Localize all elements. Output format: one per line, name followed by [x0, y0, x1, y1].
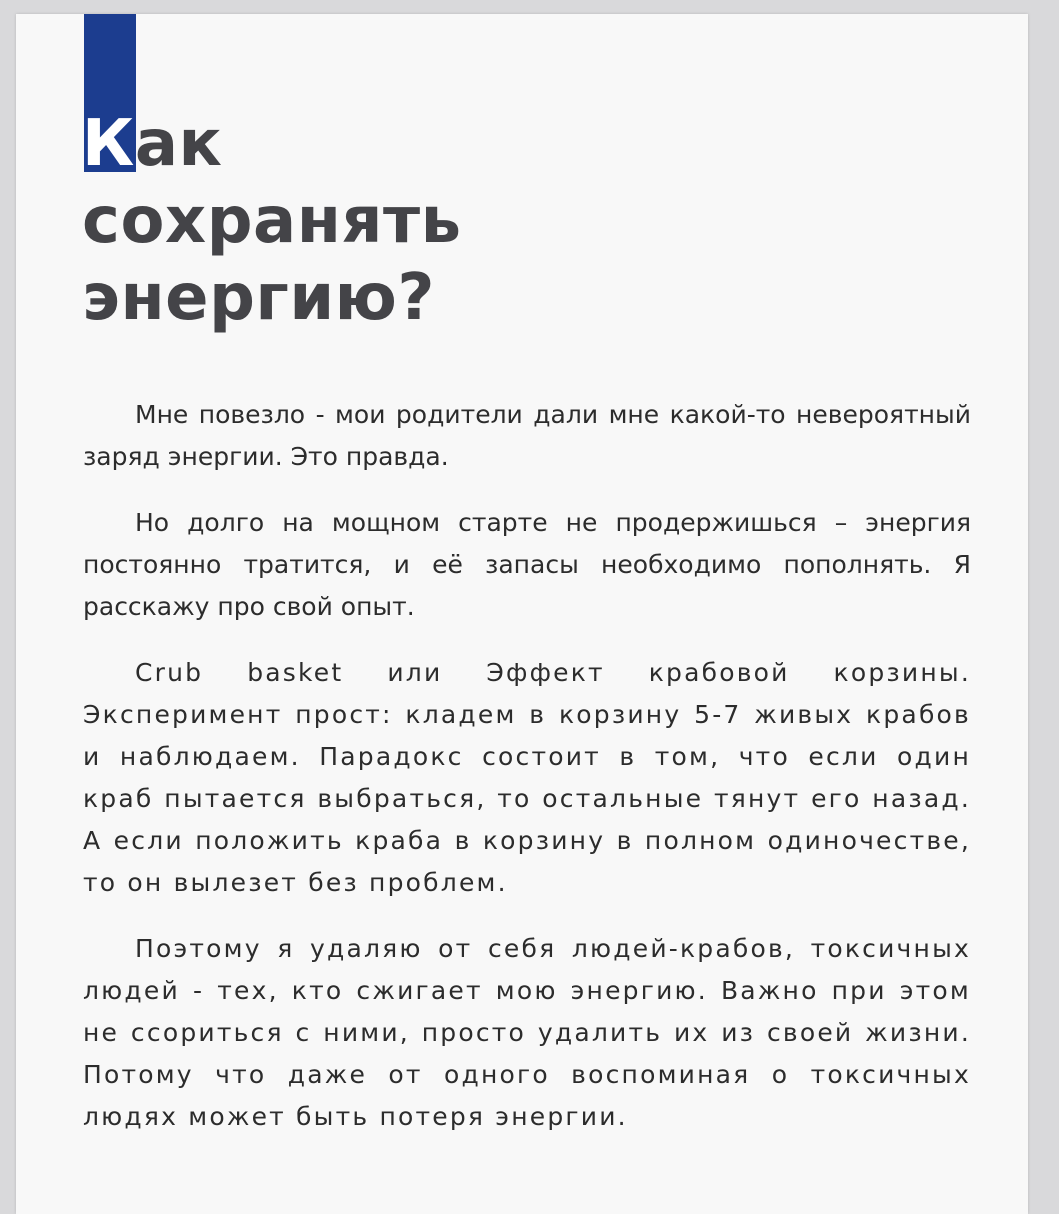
- paragraph-2: Но долго на мощном старте не продержишься – энергия постоянно тратится, и её запасы необходимо пополнять. Я расскажу про свой опыт.: [83, 508, 971, 621]
- title-line-1-rest: ак: [134, 107, 223, 181]
- title-line-1: [82, 106, 462, 183]
- title-first-letter: К: [82, 107, 135, 181]
- paragraph-3: Crub basket или Эффект крабовой корзины. Эксперимент прост: кладем в корзину 5-7 живых крабов и наблюдаем. Парадокс состоит в том, что если один краб пытается выбраться, то остальные тянут его назад. А если положить краба в корзину в полном одиночестве, то он вылезет без проблем.: [83, 658, 971, 897]
- title-line-2: сохранять: [82, 184, 462, 258]
- article-body: [83, 394, 971, 1162]
- paragraph-1: Мне повезло - мои родители дали мне какой-то невероятный заряд энергии. Это правда.: [83, 400, 971, 471]
- article-title: [82, 106, 462, 337]
- paragraph-4: Поэтому я удаляю от себя людей-крабов, токсичных людей - тех, кто сжигает мою энергию. Важно при этом не ссориться с ними, просто удалить их из своей жизни. Потому что даже от одного воспоминая о токсичных людях может быть потеря энергии.: [83, 934, 971, 1131]
- title-line-3: энергию?: [82, 261, 435, 335]
- article-page: [16, 14, 1028, 1214]
